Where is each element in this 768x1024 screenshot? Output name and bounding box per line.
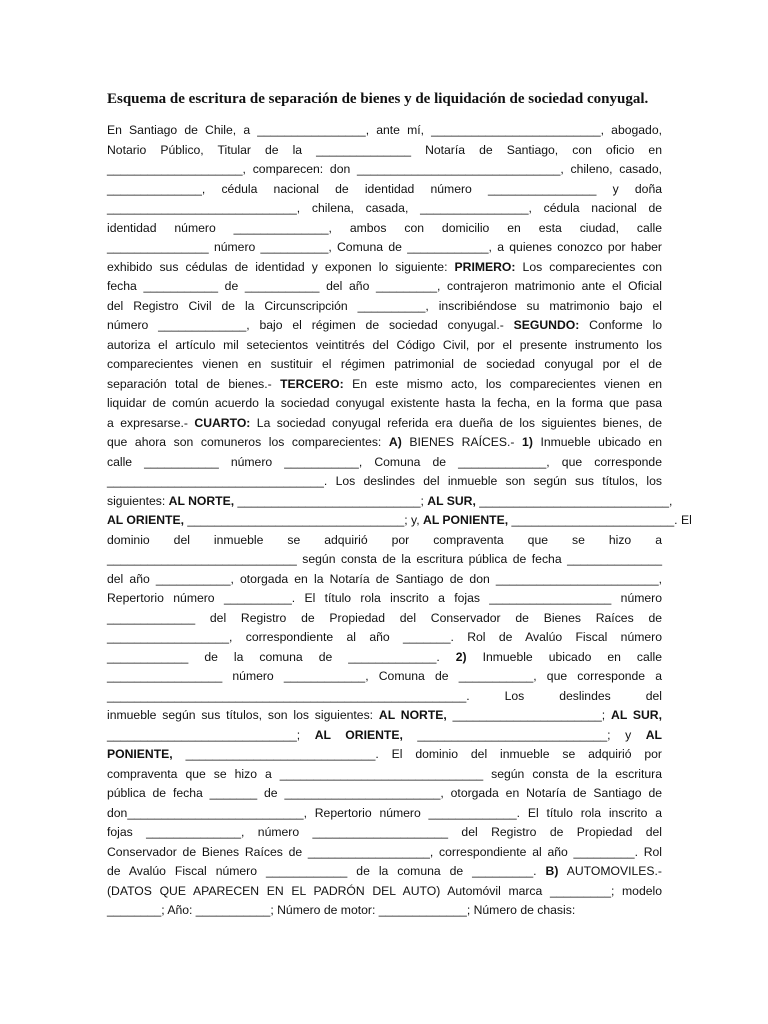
document-line [107, 258, 662, 278]
line-text: número _____________, bajo el régimen de sociedad conyugal.- [107, 318, 514, 332]
bold-text: 2) [455, 649, 467, 664]
document-line [107, 277, 662, 297]
document-body [107, 121, 692, 921]
line-text: fojas ______________, número ____________________ del Registro de Propiedad del [107, 825, 662, 839]
line-text: a expresarse.- [107, 415, 195, 430]
document-line [107, 297, 662, 317]
document-line [107, 765, 662, 785]
line-text: ____________________________; y [402, 727, 646, 742]
line-text: separación total de bienes.- [107, 376, 281, 391]
line-text: ____________________________, chilena, casada, ________________, cédula nacional de [107, 201, 662, 215]
bold-text: A) [388, 435, 402, 449]
line-text: ________; Año: ___________; Número de motor: _____________; Número de chasis: [107, 903, 576, 917]
line-text: Conforme lo [579, 318, 662, 332]
document-line [107, 745, 662, 765]
line-text: ____________________________. El dominio del inmueble se adquirió por [172, 747, 662, 761]
document-line [107, 336, 662, 356]
document-line [107, 472, 662, 492]
line-text: BIENES RAÍCES.- [401, 435, 523, 449]
bold-text: AL SUR, [611, 708, 662, 722]
line-text: identidad número ______________, ambos con domicilio en esta ciudad, calle [107, 220, 662, 235]
document-line [107, 804, 662, 824]
line-text: dominio del inmueble se adquirió por compraventa que se hizo a [107, 532, 662, 547]
document-line [107, 414, 662, 434]
line-text: ____________________________ según consta de la escritura pública de fecha ______________ [107, 552, 662, 566]
line-text: pública de fecha _______ de _______________________, otorgada en Notaría de Santiago de [107, 786, 662, 800]
document-line [107, 238, 662, 258]
document-line [107, 648, 662, 668]
bold-text: PONIENTE, [107, 747, 173, 761]
document-line [107, 589, 662, 609]
document-line [107, 180, 662, 200]
line-text: fecha ___________ de ___________ del año _________, contrajeron matrimonio ante el Oficial [107, 279, 662, 293]
line-text: ________________________. El [508, 513, 692, 527]
line-text: que ahora son comuneros los comparecientes: [107, 435, 389, 449]
line-text: del año ___________, otorgada en la Notaría de Santiago de don ________________________, [107, 571, 662, 586]
line-text: _____________ del Registro de Propiedad del Conservador de Bienes Raíces de [107, 610, 662, 625]
document-line [107, 511, 692, 531]
document-line [107, 882, 662, 902]
bold-text: AL ORIENTE, [107, 513, 184, 527]
line-text: don__________________________, Repertorio número _____________. El título rola inscrito a [107, 805, 662, 820]
line-text: En este mismo acto, los comparecientes vienen en [343, 376, 663, 391]
document-line [107, 375, 662, 395]
line-text: AUTOMOVILES.- [558, 864, 662, 878]
line-text: Conservador de Bienes Raíces de __________________, correspondiente al año _________. Rol [107, 844, 662, 859]
document-line [107, 823, 662, 843]
line-text: ___________________________; [234, 493, 428, 508]
document-line [107, 219, 662, 239]
line-text: __________________, correspondiente al año _______. Rol de Avalúo Fiscal número [107, 630, 662, 644]
line-text: autoriza el artículo mil setecientos veintitrés del Código Civil, por el presente instrumento los [107, 337, 662, 352]
document-line [107, 784, 662, 804]
document-line [107, 628, 662, 648]
document-line [107, 355, 662, 375]
line-text: calle ___________ número ___________, Comuna de _____________, que corresponde [107, 454, 662, 469]
bold-text: AL SUR, [427, 493, 476, 508]
bold-text: PRIMERO: [454, 259, 516, 274]
line-text: ____________________________, [475, 493, 673, 508]
line-text: ________________________________. Los deslindes del inmueble son según sus títulos, los [107, 474, 662, 488]
document-line [107, 862, 662, 882]
line-text: ______________, cédula nacional de identidad número ________________ y doña [107, 181, 662, 196]
line-text: Inmueble ubicado en [532, 435, 663, 449]
document-line [107, 687, 662, 707]
line-text: ______________________; [446, 708, 612, 722]
document-title: Esquema de escritura de separación de bienes y de liquidación de sociedad conyugal. [107, 91, 649, 107]
line-text: Notario Público, Titular de la ______________ Notaría de Santiago, con oficio en [107, 142, 662, 157]
bold-text: CUARTO: [194, 415, 251, 430]
line-text: inmueble según sus títulos, son los siguientes: [107, 708, 379, 722]
document-line [107, 667, 662, 687]
line-text: comparecientes vienen en sustituir el régimen patrimonial de sociedad conyugal por el de [107, 357, 662, 371]
line-text: del Registro Civil de la Circunscripción __________, inscribiéndose su matrimonio bajo el [107, 298, 662, 313]
document-line [107, 492, 673, 512]
line-text: _____________________________________________________. Los deslindes del [107, 688, 662, 703]
bold-text: SEGUNDO: [513, 318, 580, 332]
bold-text: AL NORTE, [378, 708, 447, 722]
document-line [107, 160, 662, 180]
line-text: Los comparecientes con [515, 259, 663, 274]
line-text: La sociedad conyugal referida era dueña de los siguientes bienes, de [250, 415, 662, 430]
document-line [107, 394, 662, 414]
document-line [107, 531, 662, 551]
document-line [107, 141, 662, 161]
bold-text: 1) [522, 435, 533, 449]
line-text: de Avalúo Fiscal número ____________ de la comuna de _________. [107, 864, 546, 878]
line-text: compraventa que se hizo a ______________________________ según consta de la escritura [107, 766, 662, 781]
line-text: Inmueble ubicado en calle [466, 649, 662, 664]
document-line [107, 453, 662, 473]
document-line [107, 901, 662, 921]
line-text: ____________ de la comuna de _____________. [107, 649, 456, 664]
bold-text: AL NORTE, [168, 493, 235, 508]
document-line [107, 550, 662, 570]
line-text: ________________________________; y, [183, 513, 424, 527]
document-line [107, 726, 662, 746]
line-text: liquidar de común acuerdo la sociedad conyugal existente hasta la fecha, en la forma que pasa [107, 396, 662, 410]
line-text: exhibido sus cédulas de identidad y exponen lo siguiente: [107, 259, 455, 274]
document-line [107, 570, 662, 590]
document-line [107, 706, 662, 726]
bold-text: AL ORIENTE, [314, 727, 403, 742]
document-line [107, 433, 662, 453]
line-text: _______________ número __________, Comuna de ____________, a quienes conozco por haber [107, 240, 662, 254]
bold-text: B) [545, 864, 559, 878]
document-line [107, 316, 662, 336]
line-text: _________________ número ____________, Comuna de ___________, que corresponde a [107, 669, 662, 683]
document-line [107, 843, 662, 863]
line-text: siguientes: [107, 493, 169, 508]
line-text: ____________________________; [107, 727, 315, 742]
bold-text: TERCERO: [280, 376, 344, 391]
line-text: (DATOS QUE APARECEN EN EL PADRÓN DEL AUTO) Automóvil marca _________; modelo [107, 883, 662, 898]
bold-text: AL PONIENTE, [423, 513, 509, 527]
document-line [107, 121, 662, 141]
line-text: ____________________, comparecen: don ______________________________, chileno, casado, [107, 162, 662, 176]
document-line [107, 609, 662, 629]
line-text: Repertorio número __________. El título rola inscrito a fojas __________________ número [107, 591, 662, 605]
bold-text: AL [645, 727, 662, 742]
document-line [107, 199, 662, 219]
line-text: En Santiago de Chile, a ________________, ante mí, _________________________, abogado, [107, 123, 662, 137]
